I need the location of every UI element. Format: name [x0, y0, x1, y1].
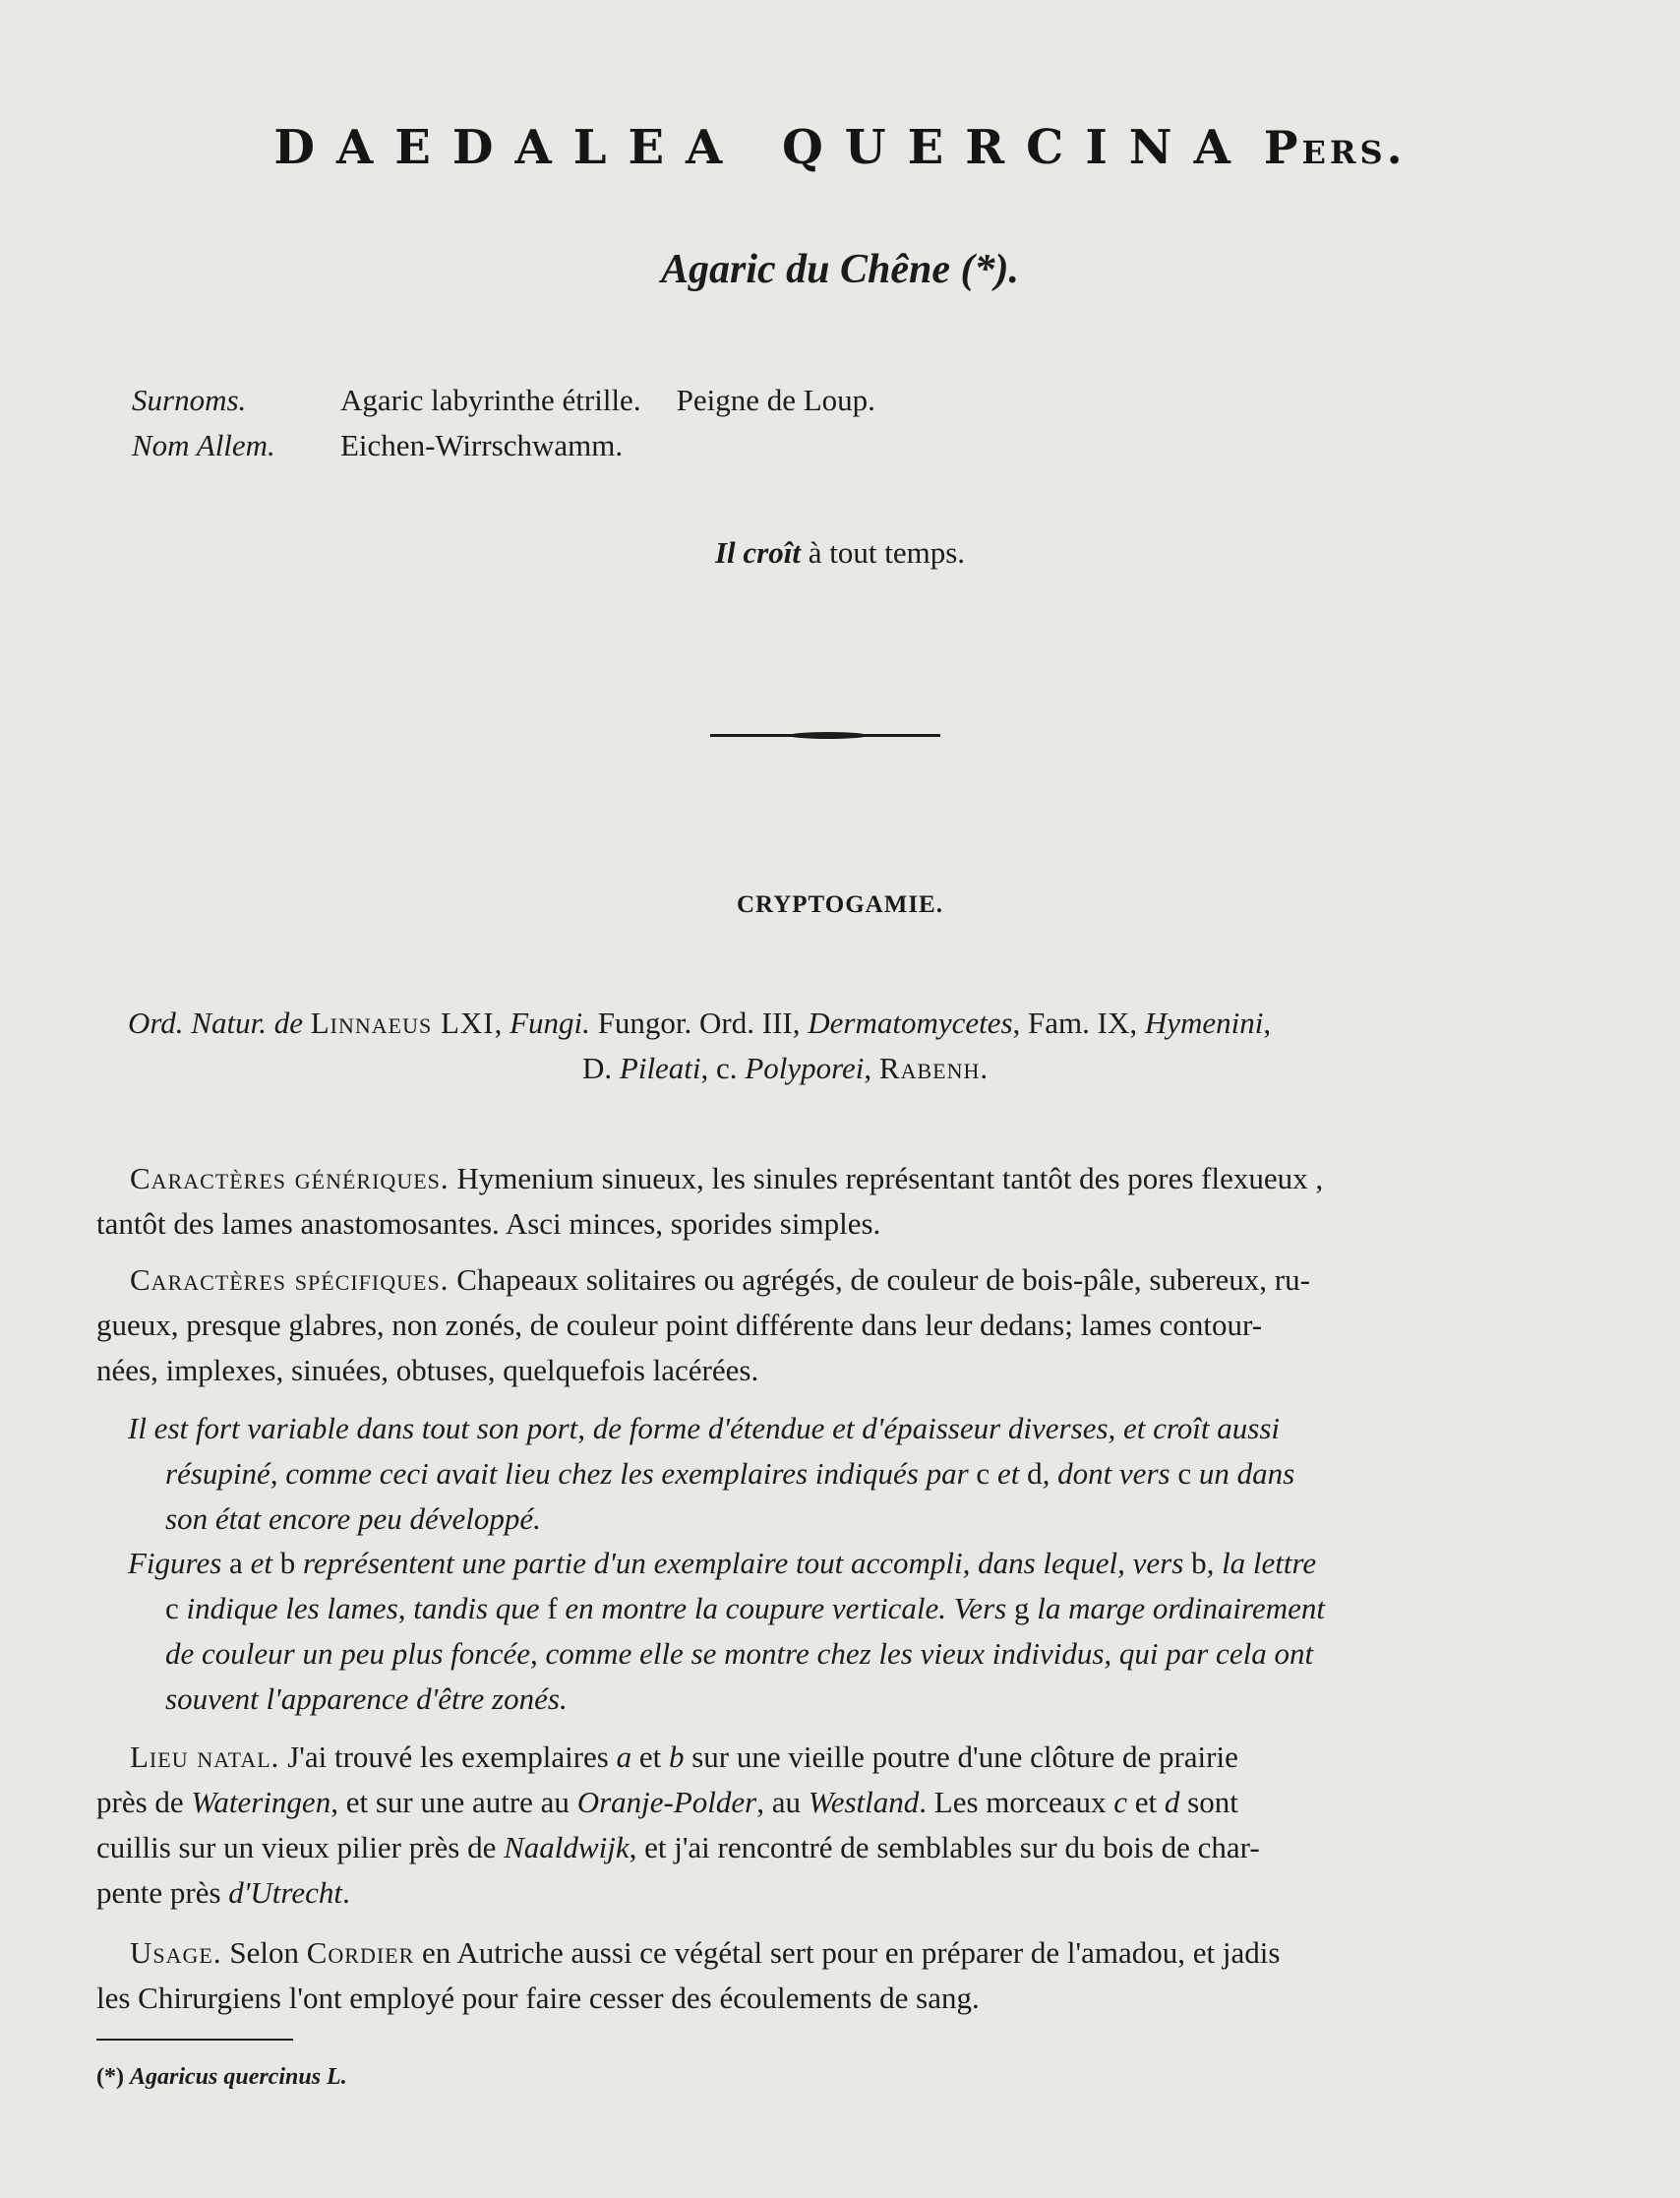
text-run: sont: [1179, 1785, 1238, 1819]
text-run: d: [1164, 1785, 1180, 1819]
text-run: a: [616, 1740, 632, 1774]
surnoms-row: [132, 378, 911, 423]
growth-season-italic: Il croît: [714, 535, 801, 570]
usage-line-1: [96, 1930, 1611, 1976]
footnote-text: Agaricus quercinus L.: [129, 2064, 347, 2090]
text-run: ,: [494, 1006, 510, 1040]
page-subtitle: Agaric du Chêne (*).: [660, 247, 1019, 292]
generic-line-2: tantôt des lames anastomosantes. Asci minces, sporides simples.: [96, 1206, 881, 1241]
text-run: Rabenh.: [878, 1051, 990, 1085]
paragraph-label: Lieu natal.: [130, 1740, 280, 1774]
text-run: D.: [582, 1051, 620, 1085]
variability-line-2: [165, 1451, 1294, 1496]
text-run: . Les morceaux: [919, 1785, 1114, 1819]
text-run: , et sur une autre au: [330, 1785, 577, 1819]
text-run: g: [1013, 1591, 1030, 1625]
variability-line-3: son état encore peu développé.: [165, 1501, 541, 1536]
text-run: Linnaeus LXI: [310, 1006, 495, 1040]
surnoms-label: Surnoms.: [132, 383, 247, 417]
habitat-line-2: [96, 1780, 1611, 1825]
text-run: , et j'ai rencontré de semblables sur du bois de char-: [629, 1830, 1260, 1864]
text-run: en montre la coupure verticale. Vers: [557, 1591, 1014, 1625]
habitat-paragraph: [96, 1735, 1611, 1916]
classification-line-1: [128, 1001, 1271, 1046]
text-run: d'Utrecht: [228, 1875, 342, 1910]
text-run: .: [341, 1875, 350, 1910]
text-run: et: [1127, 1785, 1165, 1819]
text-run: indique les lames, tandis que: [178, 1591, 548, 1625]
text-run: ,: [864, 1051, 879, 1085]
specific-characters-paragraph: [96, 1257, 1611, 1393]
text-run: pente près: [96, 1875, 229, 1910]
growth-season-rest: à tout temps.: [800, 535, 966, 570]
text-run: un dans: [1191, 1456, 1295, 1491]
usage-paragraph: [96, 1930, 1611, 2021]
classification-paragraph: [128, 1001, 1271, 1091]
text-run: c: [1177, 1456, 1192, 1491]
paragraph-label: Caractères spécifiques.: [130, 1262, 450, 1297]
specific-line-2: gueux, presque glabres, non zonés, de couleur point différente dans leur dedans; lames contour-: [96, 1308, 1263, 1342]
allem-row: [132, 423, 911, 468]
text-run: Selon: [221, 1935, 307, 1970]
surnoms-value-2: Peigne de Loup.: [676, 383, 875, 417]
text-run: ,: [1263, 1006, 1272, 1040]
text-run: Oranje-Polder: [576, 1785, 757, 1819]
title-author: Pers.: [1263, 121, 1407, 174]
footnote-divider: [96, 2039, 293, 2041]
variability-line-1: Il est fort variable dans tout son port, de forme d'étendue et d'épaisseur diverses, et croît aussi: [128, 1411, 1281, 1445]
text-run: Hymenini: [1144, 1006, 1264, 1040]
text-run: la marge ordinairement: [1029, 1591, 1325, 1625]
page-title: [0, 120, 1680, 175]
text-run: , c.: [700, 1051, 746, 1085]
section-heading: CRYPTOGAMIE.: [737, 891, 943, 918]
text-run: J'ai trouvé les exemplaires: [279, 1740, 617, 1774]
allem-label: Nom Allem.: [132, 428, 275, 462]
footnote: [96, 2064, 347, 2091]
text-run: près de: [96, 1785, 192, 1819]
text-run: et: [631, 1740, 669, 1774]
generic-characters-paragraph: [96, 1156, 1611, 1247]
figures-paragraph: [128, 1541, 1325, 1722]
habitat-line-1: [96, 1735, 1611, 1780]
text-run: Naaldwijk: [504, 1830, 630, 1864]
text-run: c: [1113, 1785, 1128, 1819]
text-run: Hymenium sinueux, les sinules représentant tantôt des pores flexueux ,: [449, 1161, 1324, 1195]
text-run: Westland: [808, 1785, 920, 1819]
usage-line-2: les Chirurgiens l'ont employé pour faire cesser des écoulements de sang.: [96, 1981, 980, 2015]
figures-line-4: souvent l'apparence d'être zonés.: [165, 1681, 568, 1716]
classification-line-2: [128, 1046, 1271, 1091]
text-run: Wateringen: [191, 1785, 331, 1819]
generic-line-1: [96, 1156, 1611, 1201]
specific-line-3: nées, implexes, sinuées, obtuses, quelquefois lacérées.: [96, 1353, 759, 1387]
text-run: et: [242, 1546, 280, 1580]
figures-line-2: [165, 1586, 1325, 1631]
text-run: Chapeaux solitaires ou agrégés, de couleur de bois-pâle, subereux, ru-: [449, 1262, 1310, 1297]
paragraph-label: Caractères génériques.: [130, 1161, 450, 1195]
figures-line-3: de couleur un peu plus foncée, comme elle se montre chez les vieux individus, qui par cela ont: [165, 1636, 1314, 1671]
text-run: b: [1191, 1546, 1207, 1580]
title-genus-species: DAEDALEA QUERCINA: [273, 120, 1252, 175]
allem-value: Eichen-Wirrschwamm.: [340, 428, 624, 462]
text-run: sur une vieille poutre d'une clôture de prairie: [684, 1740, 1238, 1774]
text-run: en Autriche aussi ce végétal sert pour en préparer de l'amadou, et jadis: [414, 1935, 1281, 1970]
text-run: Ord. Natur. de: [128, 1006, 311, 1040]
text-run: Fungi.: [510, 1006, 590, 1040]
text-run: , dont vers: [1042, 1456, 1178, 1491]
text-run: , la lettre: [1206, 1546, 1317, 1580]
variability-paragraph: [128, 1406, 1294, 1542]
habitat-line-4: [96, 1870, 1611, 1916]
text-run: représentent une partie d'un exemplaire tout accompli, dans lequel, vers: [295, 1546, 1192, 1580]
text-run: d: [1027, 1456, 1043, 1491]
text-run: Figures: [128, 1546, 230, 1580]
text-run: c: [976, 1456, 990, 1491]
text-run: Pileati: [619, 1051, 701, 1085]
text-run: a: [229, 1546, 243, 1580]
paragraph-label: Usage.: [130, 1935, 222, 1970]
specific-line-1: [96, 1257, 1611, 1303]
habitat-line-3: [96, 1825, 1611, 1870]
ornamental-divider: [710, 728, 940, 742]
text-run: Cordier: [306, 1935, 415, 1970]
text-run: Dermatomycetes: [808, 1006, 1013, 1040]
text-run: , au: [756, 1785, 809, 1819]
text-run: Polyporei: [745, 1051, 865, 1085]
text-run: c: [165, 1591, 179, 1625]
growth-season: [0, 535, 1680, 571]
footnote-mark: (*): [96, 2064, 130, 2090]
figures-line-1: [128, 1541, 1325, 1586]
text-run: cuillis sur un vieux pilier près de: [96, 1830, 505, 1864]
text-run: b: [668, 1740, 685, 1774]
text-run: et: [990, 1456, 1028, 1491]
text-run: b: [279, 1546, 296, 1580]
text-run: Fungor. Ord. III,: [589, 1006, 809, 1040]
text-run: résupiné, comme ceci avait lieu chez les exemplaires indiqués par: [165, 1456, 977, 1491]
text-run: f: [547, 1591, 558, 1625]
surnoms-value-1: Agaric labyrinthe étrille.: [340, 383, 641, 417]
common-names: [132, 378, 911, 468]
text-run: , Fam. IX,: [1012, 1006, 1145, 1040]
